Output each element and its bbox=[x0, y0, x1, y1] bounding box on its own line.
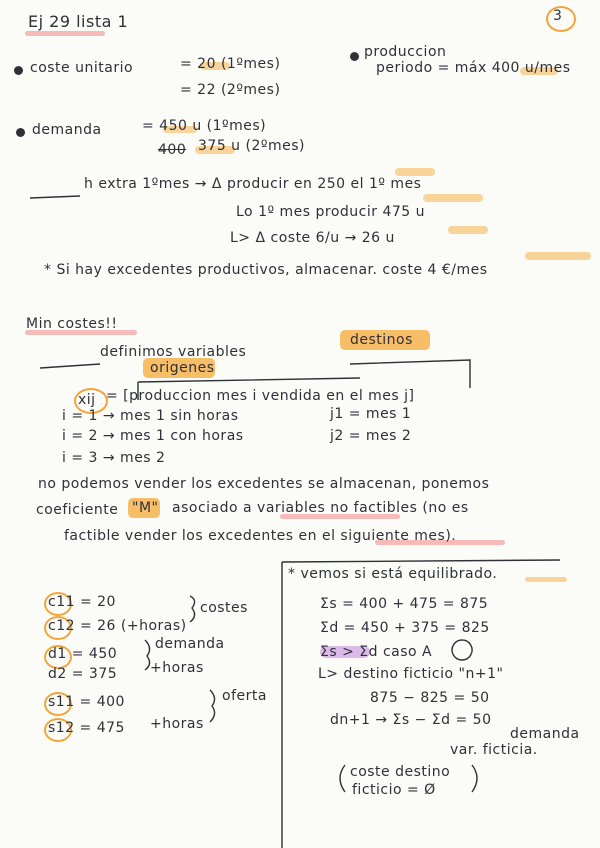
d2-value: d2 = 375 bbox=[48, 666, 118, 682]
j1-definition: j1 = mes 1 bbox=[330, 406, 412, 422]
box-title: * vemos si está equilibrado. bbox=[288, 566, 498, 582]
c12-value: c12 = 26 (+horas) bbox=[48, 618, 187, 634]
coste-destino-note: coste destino bbox=[350, 764, 451, 780]
demanda-note: demanda bbox=[510, 726, 580, 742]
i2-definition: i = 2 → mes 1 con horas bbox=[62, 428, 244, 444]
coste-label: coste unitario bbox=[30, 60, 134, 76]
periodo-max: periodo = máx 400 u/mes bbox=[376, 60, 571, 76]
demanda-mes-1: = 450 u (1ºmes) bbox=[142, 118, 267, 134]
difference: 875 − 825 = 50 bbox=[370, 690, 490, 706]
s12-value: s12 = 475 bbox=[48, 720, 125, 736]
demanda-tachada: 400 bbox=[158, 142, 187, 158]
origenes-label: origenes bbox=[150, 360, 215, 376]
section-title: Min costes!! bbox=[26, 316, 118, 332]
costes-label: costes bbox=[200, 600, 248, 616]
paragraph-line-1: no podemos vender los excedentes se almacenan, ponemos bbox=[38, 476, 490, 492]
extra-line-3: L> Δ coste 6/u → 26 u bbox=[230, 230, 395, 246]
paragraph-line-2a: coeficiente bbox=[36, 502, 119, 518]
i3-definition: i = 3 → mes 2 bbox=[62, 450, 166, 466]
d1-value: d1 = 450 bbox=[48, 646, 118, 662]
demanda-label-2: demanda bbox=[155, 636, 225, 652]
s11-value: s11 = 400 bbox=[48, 694, 125, 710]
j2-definition: j2 = mes 2 bbox=[330, 428, 412, 444]
page-title: Ej 29 lista 1 bbox=[28, 12, 129, 31]
dn-plus-1: dn+1 → Σs − Σd = 50 bbox=[330, 712, 492, 728]
produccion-label: produccion bbox=[364, 44, 447, 60]
extra-line-1: h extra 1ºmes → Δ producir en 250 el 1º mes bbox=[84, 176, 422, 192]
coste-mes-1: = 20 (1ºmes) bbox=[180, 56, 281, 72]
paragraph-line-2b: asociado a variables no factibles (no es bbox=[172, 500, 469, 516]
s12-horas: +horas bbox=[150, 716, 204, 732]
paragraph-line-3: factible vender los excedentes en el siguiente mes). bbox=[64, 528, 457, 544]
i1-definition: i = 1 → mes 1 sin horas bbox=[62, 408, 239, 424]
sum-supply: Σs = 400 + 475 = 875 bbox=[320, 596, 489, 612]
extra-line-4: * Si hay excedentes productivos, almacenar. coste 4 €/mes bbox=[44, 262, 488, 278]
demanda-label: demanda bbox=[32, 122, 102, 138]
coste-mes-2: = 22 (2ºmes) bbox=[180, 82, 281, 98]
page-number: 3 bbox=[553, 8, 563, 24]
definimos-variables: definimos variables bbox=[100, 344, 247, 360]
c11-value: c11 = 20 bbox=[48, 594, 116, 610]
var-ficticia: var. ficticia. bbox=[450, 742, 538, 758]
ficticio-note: ficticio = Ø bbox=[352, 782, 436, 798]
horas-label: +horas bbox=[150, 660, 204, 676]
extra-line-2: Lo 1º mes producir 475 u bbox=[236, 204, 426, 220]
sum-demand: Σd = 450 + 375 = 825 bbox=[320, 620, 490, 636]
demanda-mes-2: 375 u (2ºmes) bbox=[198, 138, 305, 154]
destino-ficticio: L> destino ficticio "n+1" bbox=[318, 666, 504, 682]
oferta-label: oferta bbox=[222, 688, 267, 704]
destinos-label: destinos bbox=[350, 332, 413, 348]
xij-symbol: xij bbox=[78, 392, 96, 408]
case-a: Σs > Σd caso A bbox=[320, 644, 433, 660]
m-coefficient: "M" bbox=[132, 500, 159, 516]
xij-definition: = [produccion mes i vendida en el mes j] bbox=[106, 388, 415, 404]
